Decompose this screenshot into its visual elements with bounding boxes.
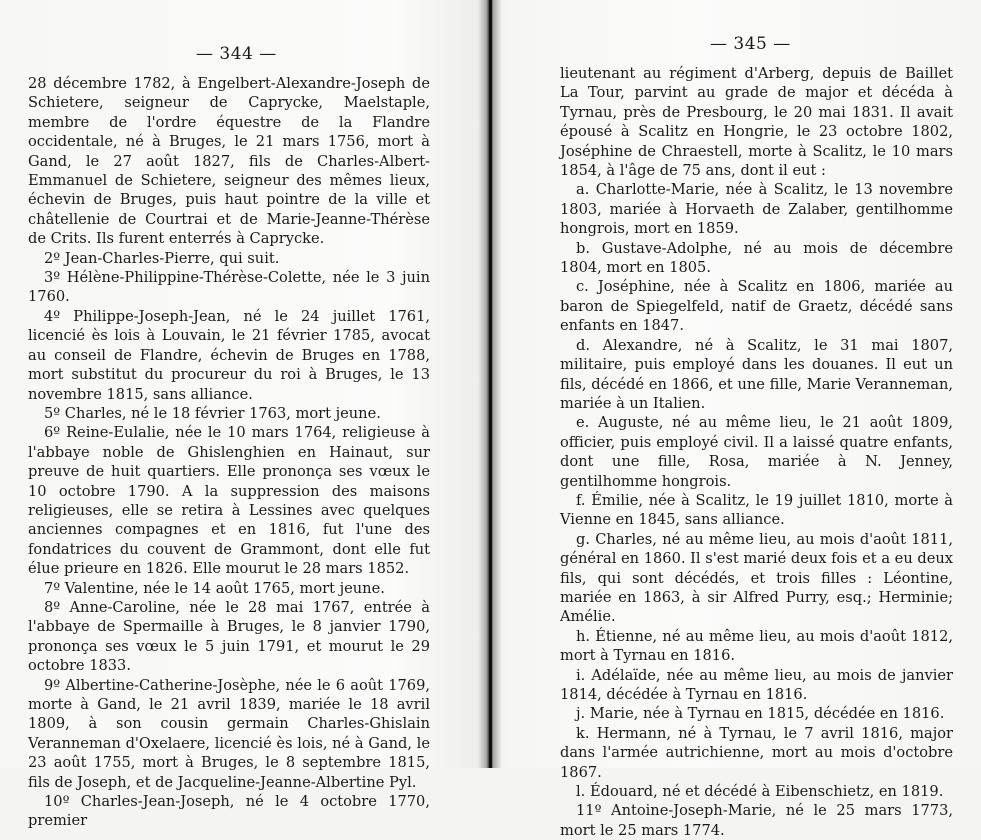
paragraph: k. Hermann, né à Tyrnau, le 7 avril 1816, major dans l'armée autrichienne, mort au mois d'octobre 1867. bbox=[560, 724, 953, 781]
left-page-text bbox=[28, 74, 430, 831]
paragraph: 7º Valentine, née le 14 août 1765, mort jeune. bbox=[44, 579, 385, 597]
paragraph: 10º Charles-Jean-Joseph, né le 4 octobre 1770, premier bbox=[28, 793, 430, 830]
paragraph: 11º Antoine-Joseph-Marie, né le 25 mars 1773, mort le 25 mars 1774. bbox=[560, 802, 953, 839]
page-number-right: — 345 — bbox=[710, 34, 791, 54]
paragraph: 3º Hélène-Philippine-Thérèse-Colette, née le 3 juin 1760. bbox=[28, 269, 430, 306]
paragraph: b. Gustave-Adolphe, né au mois de décembre 1804, mort en 1805. bbox=[560, 239, 953, 277]
paragraph: f. Émilie, née à Scalitz, le 19 juillet 1810, morte à Vienne en 1845, sans alliance. bbox=[560, 491, 953, 529]
paragraph: 4º Philippe-Joseph-Jean, né le 24 juillet 1761, licencié ès lois à Louvain, le 21 février 1785, avocat au conseil de Flandre, échevin de Bruges en 1788, mort substitut du procureur du roi à Bruges, le 13 novembre 1815, sans alliance. bbox=[28, 307, 430, 403]
paragraph: d. Alexandre, né à Scalitz, le 31 mai 1807, militaire, puis employé dans les douanes. Il eut un fils, décédé en 1866, et une fille, Marie Veranneman, mariée à un Italien. bbox=[560, 336, 953, 412]
paragraph: lieutenant au régiment d'Arberg, depuis de Baillet La Tour, parvint au grade de major et décéda à Tyrnau, près de Presbourg, le 20 mai 1831. Il avait épousé à Scalitz en Hongrie, le 23 octobre 1802, Joséphine de Chraestell, morte à Scalitz, le 10 mars 1854, à l'âge de 75 ans, dont il eut : bbox=[560, 65, 953, 180]
paragraph: 6º Reine-Eulalie, née le 10 mars 1764, religieuse à l'abbaye noble de Ghislenghien en Hainaut, sur preuve de huit quartiers. Elle prononça ses vœux le 10 octobre 1790. A la suppression des maisons religieuses, elle se retira à Lessines avec quelques anciennes compagnes et en 1816, fut l'une des fondatrices du couvent de Grammont, dont elle fut élue prieure en 1826. Elle mourut le 28 mars 1852. bbox=[28, 424, 430, 578]
paragraph: l. Édouard, né et décédé à Eibenschietz, en 1819. bbox=[576, 783, 944, 801]
paragraph: 5º Charles, né le 18 février 1763, mort jeune. bbox=[44, 404, 381, 422]
paragraph: h. Étienne, né au même lieu, au mois d'août 1812, mort à Tyrnau en 1816. bbox=[560, 627, 953, 665]
right-page-text bbox=[560, 64, 953, 840]
page-number-left: — 344 — bbox=[196, 44, 277, 64]
paragraph: i. Adélaïde, née au même lieu, au mois de janvier 1814, décédée à Tyrnau en 1816. bbox=[560, 666, 953, 703]
paragraph: g. Charles, né au même lieu, au mois d'août 1811, général en 1860. Il s'est marié deux fois et a eu deux fils, qui sont décédés, et trois filles : Léontine, mariée en 1863, à sir Alfred Purry, esq.; Herminie; Amélie. bbox=[560, 530, 953, 626]
paragraph: e. Auguste, né au même lieu, le 21 août 1809, officier, puis employé civil. Il a laissé quatre enfants, dont une fille, Rosa, mariée à N. Jenney, gentilhomme hongrois. bbox=[560, 414, 953, 490]
paragraph: 8º Anne-Caroline, née le 28 mai 1767, entrée à l'abbaye de Spermaille à Bruges, le 8 janvier 1790, prononça ses vœux le 5 juin 1791, et mourut le 29 octobre 1833. bbox=[28, 598, 430, 675]
paragraph: c. Joséphine, née à Scalitz en 1806, mariée au baron de Spiegelfeld, natif de Graetz, décédé sans enfants en 1847. bbox=[560, 278, 953, 335]
paragraph: 9º Albertine-Catherine-Josèphe, née le 6 août 1769, morte à Gand, le 21 avril 1839, mariée le 18 avril 1809, à son cousin germain Charles-Ghislain Veranneman d'Oxelaere, licencié ès lois, né à Gand, le 23 août 1755, mort à Bruges, le 8 septembre 1815, fils de Joseph, et de Jacqueline-Jeanne-Albertine Pyl. bbox=[28, 676, 430, 791]
paragraph: a. Charlotte-Marie, née à Scalitz, le 13 novembre 1803, mariée à Horvaeth de Zalaber, gentilhomme hongrois, mort en 1859. bbox=[560, 181, 953, 238]
paragraph: j. Marie, née à Tyrnau en 1815, décédée en 1816. bbox=[576, 705, 945, 723]
book-spine bbox=[489, 0, 492, 768]
paragraph: 28 décembre 1782, à Engelbert-Alexandre-Joseph de Schietere, seigneur de Caprycke, Maelstaple, membre de l'ordre équestre de la Flandre occidentale, né à Bruges, le 21 mars 1756, mort à Gand, le 27 août 1827, fils de Charles-Albert-Emmanuel de Schietere, seigneur des mêmes lieux, échevin de Bruges, puis haut pointre de la ville et châtellenie de Courtrai et de Marie-Jeanne-Thérèse de Crits. Ils furent enterrés à Caprycke. bbox=[28, 75, 430, 248]
paragraph: 2º Jean-Charles-Pierre, qui suit. bbox=[44, 249, 280, 267]
